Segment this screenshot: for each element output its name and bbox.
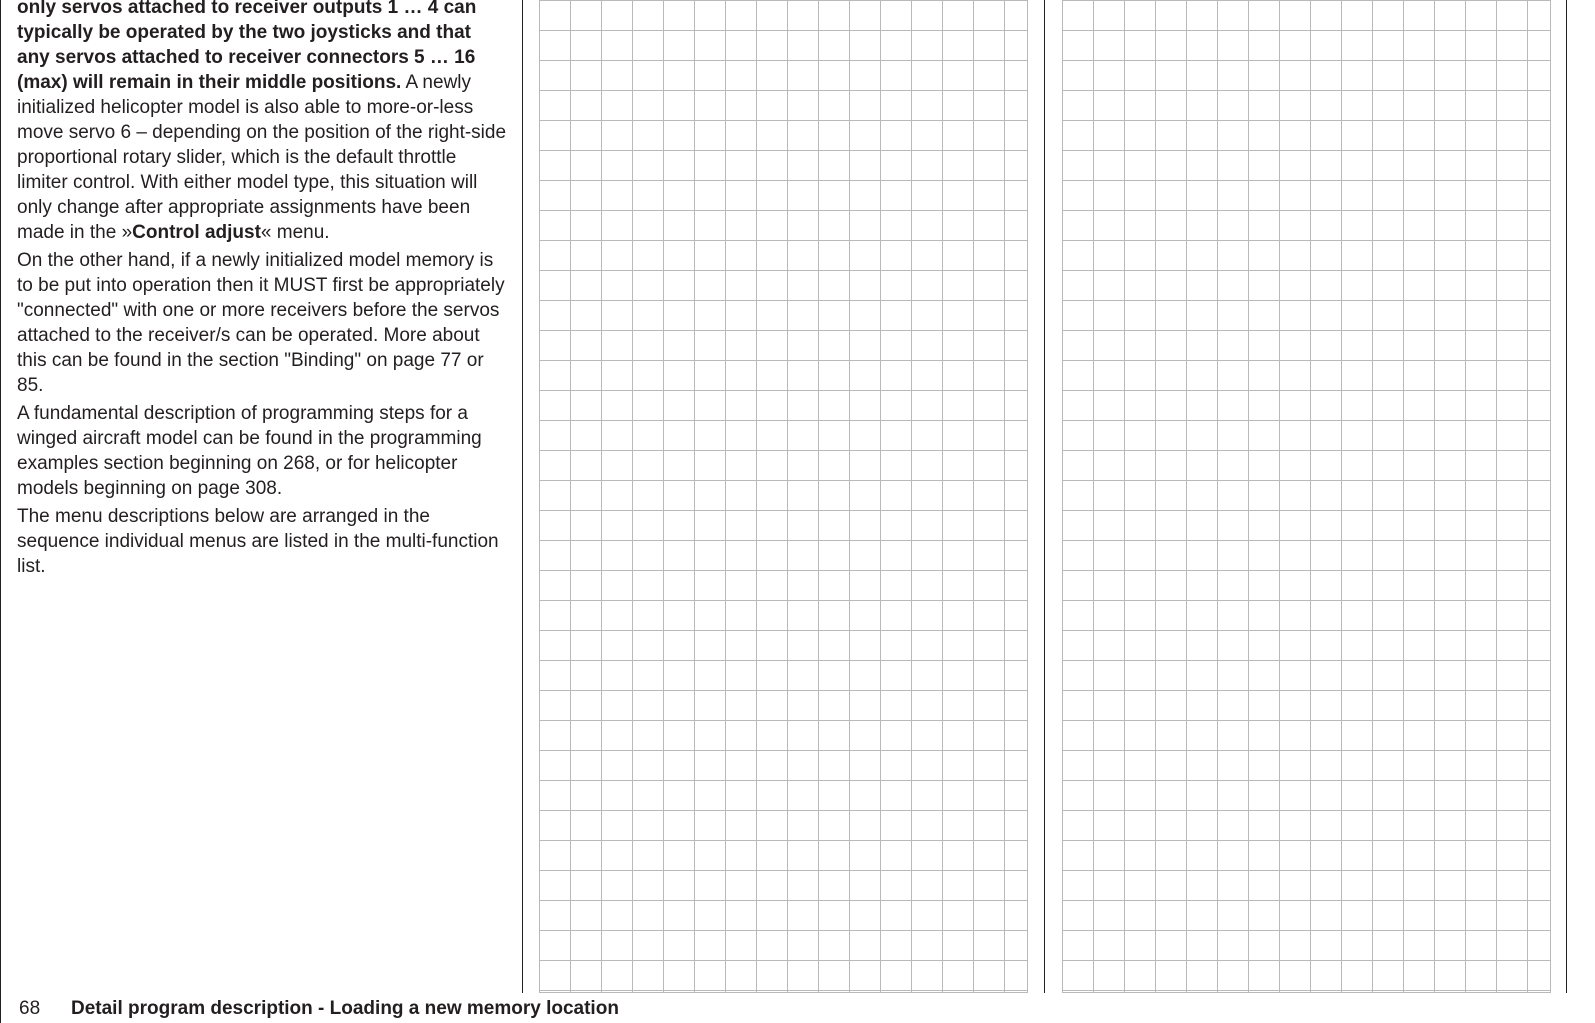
paragraph-1-text-b: « menu.: [260, 222, 330, 243]
footer-title: Detail program description - Loading a new memory location: [71, 998, 619, 1019]
notes-grid-left: [539, 0, 1028, 993]
menu-name-control-adjust: Control adjust: [132, 222, 261, 243]
notes-grid-right: [1062, 0, 1551, 993]
body-text-column: [17, 0, 507, 582]
paragraph-2: On the other hand, if a newly initialized model memory is to be put into operation then it MUST first be appropriately "connected" with one or more receivers before the servos attached to the receiver/s can be operated. More about this can be found in the section "Binding" on page 77 or 85.: [17, 250, 505, 396]
paragraph-1-text-a: A newly initialized helicopter model is also able to more-or-less move servo 6 – depending on the position of the right-side proportional rotary slider, which is the default throttle limiter control. With either model type, this situation will only change after appropriate assignments have been made in the »: [17, 72, 507, 243]
bold-lead-text: only servos attached to receiver outputs 1 … 4 can typically be operated by the two joysticks and that any servos attached to receiver connectors 5 … 16 (max) will remain in their middle positions.: [17, 0, 477, 93]
page-footer: [17, 998, 917, 1020]
paragraph-3: A fundamental description of programming steps for a winged aircraft model can be found in the programming examples section beginning on 268, or for helicopter models beginning on page 308.: [17, 403, 482, 499]
page-edge-left: [0, 0, 1, 1023]
column-divider-left: [522, 0, 523, 993]
paragraph-1: [17, 0, 507, 245]
column-divider-right: [1044, 0, 1045, 993]
page-number: 68: [19, 998, 41, 1019]
page-edge-right: [1566, 0, 1567, 993]
paragraph-4: The menu descriptions below are arranged in the sequence individual menus are listed in the multi-function list.: [17, 506, 499, 577]
